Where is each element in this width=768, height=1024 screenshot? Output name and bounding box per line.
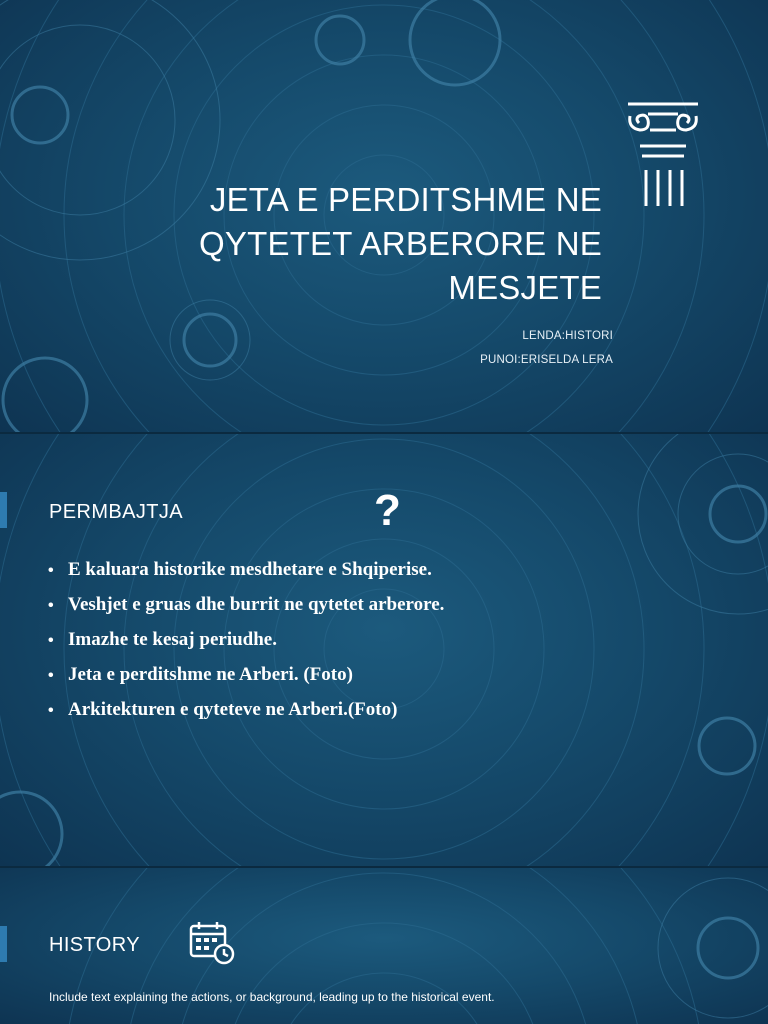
calendar-clock-icon <box>189 921 237 970</box>
bullet: • <box>48 632 54 649</box>
list-item-text: Arkitekturen e qyteteve ne Arberi.(Foto) <box>68 699 398 720</box>
contents-slide <box>0 434 768 866</box>
list-item-text: E kaluara historike mesdhetare e Shqiperise. <box>68 559 432 580</box>
list-item-text: Veshjet e gruas dhe burrit ne qytetet arberore. <box>68 594 445 615</box>
question-mark: ? <box>374 486 401 535</box>
title-slide <box>0 0 768 432</box>
bullet: • <box>48 667 54 684</box>
slide-title <box>170 178 602 310</box>
author-label: PUNOI:ERISELDA LERA <box>480 354 613 366</box>
contents-heading: PERMBAJTJA <box>49 501 184 523</box>
list-item <box>48 587 444 622</box>
contents-list <box>48 552 444 727</box>
history-slide <box>0 868 768 1024</box>
title-line-3: MESJETE <box>448 269 602 306</box>
bullet: • <box>48 702 54 719</box>
title-line-1: JETA E PERDITSHME NE <box>209 181 602 218</box>
list-item <box>48 552 444 587</box>
accent-bar <box>0 926 7 962</box>
bullet: • <box>48 562 54 579</box>
list-item <box>48 622 444 657</box>
list-item-text: Jeta e perditshme ne Arberi. (Foto) <box>68 664 353 685</box>
accent-bar <box>0 492 7 528</box>
list-item <box>48 657 444 692</box>
history-body-text: Include text explaining the actions, or background, leading up to the historical event. <box>49 990 495 1004</box>
ionic-column-icon <box>624 100 702 215</box>
history-heading: HISTORY <box>49 934 140 956</box>
title-line-2: QYTETET ARBERORE NE <box>199 225 602 262</box>
subject-label: LENDA:HISTORI <box>522 330 613 342</box>
bullet: • <box>48 597 54 614</box>
list-item-text: Imazhe te kesaj periudhe. <box>68 629 277 650</box>
list-item <box>48 692 444 727</box>
